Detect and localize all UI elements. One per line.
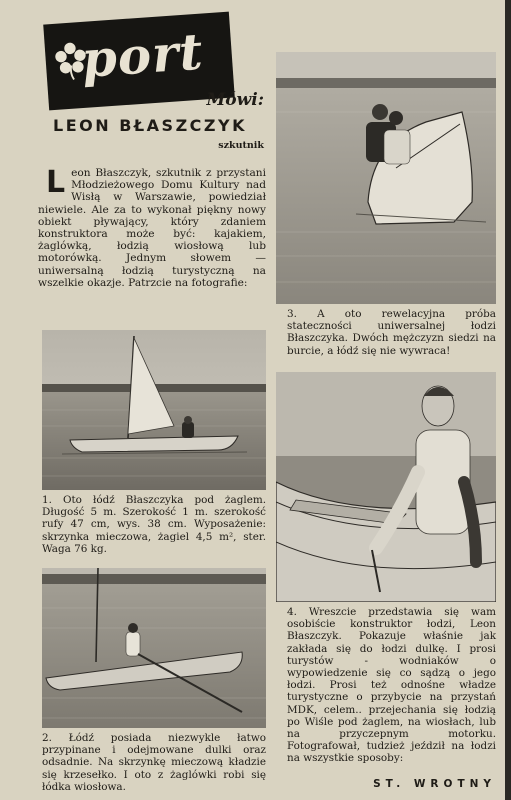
intro-text: eon Błaszczyk, szkutnik z przystani Młodzieżowego Domu Kultury nad Wisłą w Warszawie, powiedział niewiele. Ale za to wykonał piękny nowy obiekt pływający, który zdaniem konstruktora może być: kajakiem, żaglówką, łodzią wiosłową lub motorówką. Jednym słowem — uniwersalną łodzią turystyczną na wszelkie okazje. Patrzcie na fotografie:	[38, 167, 266, 289]
speaker-prefix: Mówi:	[206, 90, 264, 110]
caption-3: 3. A oto rewelacyjna próba stateczności uniwersalnej łodzi Błaszczyka. Dwóch mężczyzn siedzi na burcie, a łódź się nie wywraca!	[287, 308, 496, 357]
section-word: port	[79, 21, 206, 89]
caption-2: 2. Łódź posiada niezwykle łatwo przypinane i odejmowane dulki oraz odsadnie. Na skrzynkę mieczową kładzie się krzesełko. I oto z żaglówki robi się łódka wiosłowa.	[42, 732, 266, 793]
caption-4: 4. Wreszcie przedstawia się wam osobiście konstruktor łodzi, Leon Błaszczyk. Pokazuje właśnie jak zakłada się do łodzi dulkę. I prosi turystów - wodniaków o wypowiedzenie się co sądzą o jego łodzi. Prosi też odnośne władze turystyczne o przybycie na przystań MDK, celem.. przejechania się łodzią po Wiśle pod żaglem, na wiosłach, lub na przyczepnym motorku. Fotografował, tudzież jeździł na łodzi na wszystkie sposoby:	[287, 606, 496, 765]
photo-stability-test	[276, 52, 496, 304]
caption-1: 1. Oto łódź Błaszczyka pod żaglem. Długość 5 m. Szerokość 1 m. szerokość rufy 47 cm, wys. 38 cm. Wyposażenie: skrzynka mieczowa, żagiel 4,5 m², ster. Waga 76 kg.	[42, 494, 266, 555]
page-edge	[505, 0, 511, 800]
photographer-signature: ST. WROTNY	[373, 778, 496, 790]
photo-rowing	[42, 568, 266, 728]
photo-sailboat	[42, 330, 266, 490]
drop-cap: L	[46, 165, 66, 200]
photo-constructor	[276, 372, 496, 602]
intro-paragraph	[38, 167, 266, 289]
person-role: szkutnik	[218, 140, 264, 151]
person-name: LEON BŁASZCZYK	[53, 116, 247, 135]
